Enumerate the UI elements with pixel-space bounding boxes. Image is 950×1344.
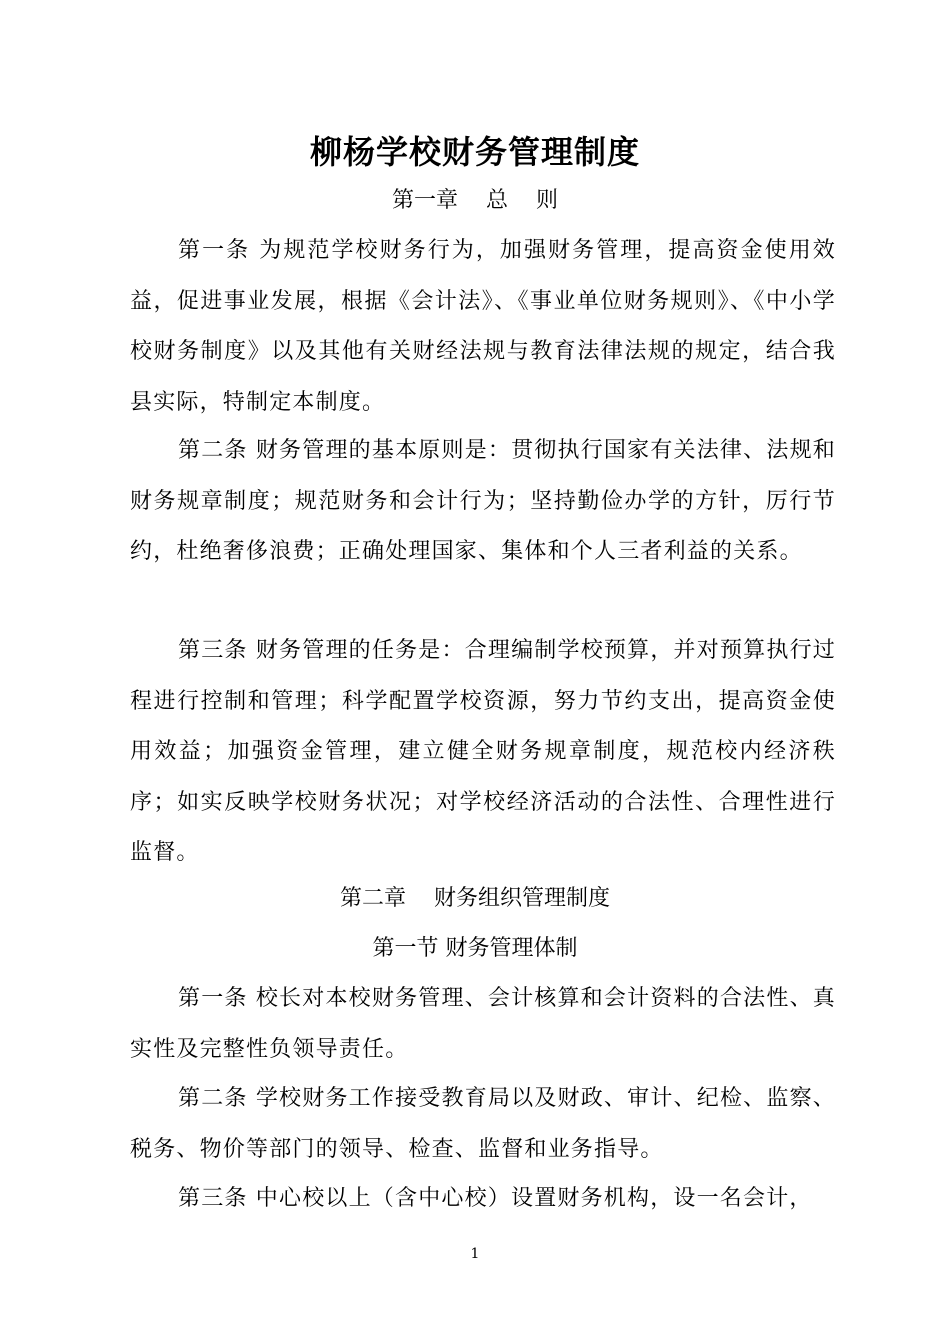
section-1-article-1: 第一条 校长对本校财务管理、会计核算和会计资料的合法性、真实性及完整性负领导责任。 — [130, 986, 836, 1062]
chapter-2-heading: 第二章 财务组织管理制度 — [340, 886, 610, 911]
chapter-1-article-2: 第二条 财务管理的基本原则是：贯彻执行国家有关法律、法规和财务规章制度；规范财务和会计行为；坚持勤俭办学的方针，厉行节约，杜绝奢侈浪费；正确处理国家、集体和个人三者利益的关系。 — [130, 438, 836, 564]
section-1-article-2: 第二条 学校财务工作接受教育局以及财政、审计、纪检、监察、税务、物价等部门的领导、检查、监督和业务指导。 — [130, 1086, 836, 1162]
chapter-1-heading: 第一章 总 则 — [392, 188, 558, 213]
section-1-heading: 第一节 财务管理体制 — [372, 936, 578, 961]
page-number: 1 — [470, 1246, 480, 1262]
chapter-1-article-3: 第三条 财务管理的任务是：合理编制学校预算，并对预算执行过程进行控制和管理；科学配置学校资源，努力节约支出，提高资金使用效益；加强资金管理，建立健全财务规章制度，规范校内经济秩序；如实反映学校财务状况；对学校经济活动的合法性、合理性进行监督。 — [130, 638, 836, 865]
section-1-article-3: 第三条 中心校以上（含中心校）设置财务机构，设一名会计， — [178, 1186, 813, 1211]
document-title: 柳杨学校财务管理制度 — [309, 133, 640, 171]
chapter-1-article-1: 第一条 为规范学校财务行为，加强财务管理，提高资金使用效益，促进事业发展，根据《会计法》、《事业单位财务规则》、《中小学校财务制度》以及其他有关财经法规与教育法律法规的规定，结合我县实际，特制定本制度。 — [130, 238, 836, 415]
